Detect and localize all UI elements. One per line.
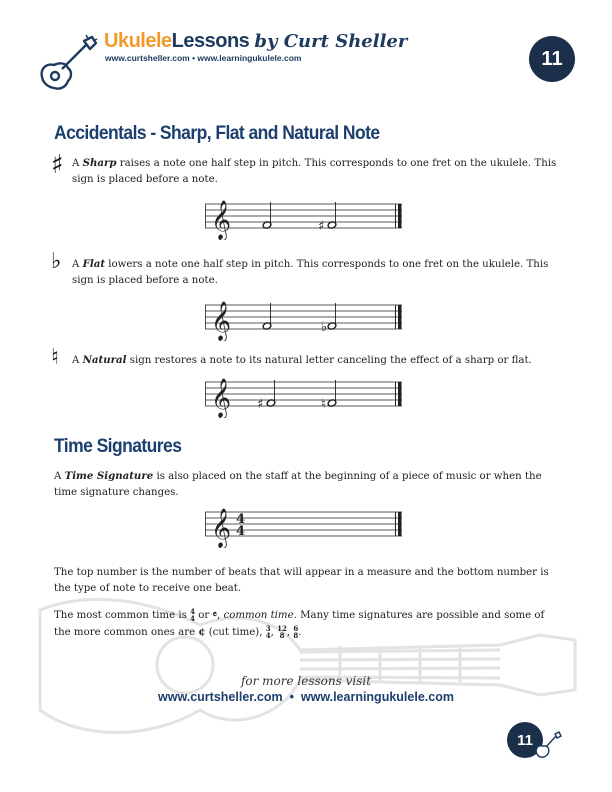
sep-2: , <box>286 627 294 638</box>
staff-flat-example <box>205 297 405 341</box>
sig3-top: 6 <box>293 624 299 633</box>
time-sig-12-8 <box>277 625 287 639</box>
sig1-bottom: 4 <box>265 631 271 640</box>
flat-text-after: lowers a note one half step in pitch. This corresponds to one fret on the ukulele. This sign is placed before a note. <box>72 259 549 286</box>
staff-ts-bottom: 4 <box>236 524 246 539</box>
svg-text:𝄞: 𝄞 <box>211 301 232 341</box>
sharp-term: Sharp <box>82 157 117 169</box>
section-title-accidentals: Accidentals - Sharp, Flat and Natural Note <box>54 123 380 144</box>
common-time-text: common time. <box>223 610 297 621</box>
ts-intro-before: A <box>54 471 65 482</box>
logo-urls[interactable]: www.curtsheller.com • www.learningukulele.com <box>105 53 302 63</box>
logo-lessons-text: Lessons <box>171 30 250 52</box>
sharp-symbol-icon: ♯ <box>51 150 64 180</box>
p3-text-d: Many time signatures are possible and some of the more common ones are <box>54 610 545 638</box>
logo-author-text: by Curt Sheller <box>254 31 408 52</box>
staff-time-signature-example <box>205 504 405 548</box>
natural-text-after: sign restores a note to its natural letter canceling the effect of a sharp or flat. <box>126 355 532 366</box>
site-logo[interactable] <box>104 30 407 53</box>
svg-text:♯: ♯ <box>257 397 264 412</box>
footer-urls-link[interactable]: www.curtsheller.com • www.learningukulele.com <box>158 690 454 704</box>
sig2-bottom: 8 <box>279 631 285 640</box>
sig2-top: 12 <box>277 624 287 633</box>
logo-ukulele-text: Ukulele <box>104 30 172 52</box>
natural-symbol-icon: ♮ <box>51 345 59 370</box>
sharp-text-after: raises a note one half step in pitch. This corresponds to one fret on the ukulele. This sign is placed before a note. <box>72 158 557 185</box>
staff-natural-example <box>205 374 405 418</box>
time-signature-explanation: The top number is the number of beats that will appear in a measure and the bottom number is the type of note to receive one beat. <box>54 567 549 594</box>
sig3-bottom: 8 <box>293 631 299 640</box>
ts-intro-after: is also placed on the staff at the beginning of a piece of music or when the time signature changes. <box>54 471 542 498</box>
flat-description <box>72 256 558 289</box>
sig1-top: 3 <box>265 624 271 633</box>
p3-text-a: The most common time is <box>54 610 191 621</box>
sharp-description <box>72 155 558 188</box>
p3-end: . <box>298 627 302 638</box>
flat-text-before: A <box>72 259 83 270</box>
p3-text-b: or <box>194 610 213 621</box>
svg-text:𝄞: 𝄞 <box>211 378 232 418</box>
footer-ukulele-icon <box>534 730 562 760</box>
footer-visit-text: for more lessons visit <box>240 674 372 688</box>
sep-1: , <box>270 627 278 638</box>
common-time-symbol: 𝄴 <box>212 610 217 621</box>
common-bottom: 4 <box>190 614 195 623</box>
natural-term: Natural <box>82 354 127 366</box>
section-title-time-signatures: Time Signatures <box>54 436 182 457</box>
ukulele-logo-icon <box>36 33 100 95</box>
natural-description <box>72 352 558 369</box>
svg-text:♮: ♮ <box>321 397 326 412</box>
footer-page-number-badge: 11 <box>507 722 543 758</box>
svg-text:𝄞: 𝄞 <box>211 508 232 548</box>
page-number-badge: 11 <box>529 36 575 82</box>
common-top: 4 <box>190 607 195 616</box>
sharp-text-before: A <box>72 158 83 169</box>
staff-ts-top: 4 <box>236 512 246 527</box>
svg-text:♭: ♭ <box>321 320 328 335</box>
time-signature-intro <box>54 468 560 501</box>
svg-text:♯: ♯ <box>318 219 325 234</box>
cut-time-symbol: ¢ <box>198 626 206 638</box>
p3-text-e: (cut time), <box>205 627 266 638</box>
ts-intro-term: Time Signature <box>64 470 154 482</box>
flat-term: Flat <box>82 258 106 270</box>
p3-text-c: , <box>217 610 224 621</box>
natural-text-before: A <box>72 355 83 366</box>
staff-sharp-example <box>205 196 405 240</box>
svg-text:𝄞: 𝄞 <box>211 200 232 240</box>
flat-symbol-icon: ♭ <box>51 249 62 274</box>
common-time-paragraph <box>54 608 564 641</box>
